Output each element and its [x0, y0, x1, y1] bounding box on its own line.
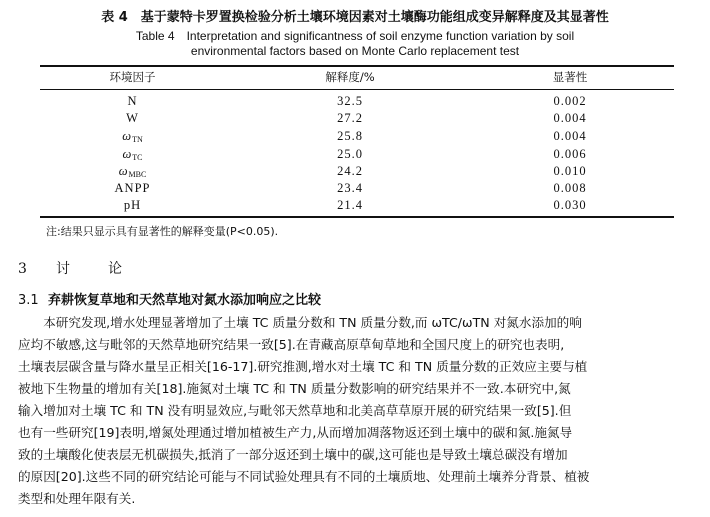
row-explained: 24.2 [337, 164, 363, 178]
table-header-rule [40, 89, 674, 90]
header-significance: 显著性 [552, 70, 588, 84]
paragraph-line: 类型和处理年限有关. [18, 491, 136, 506]
row-factor: pH [123, 198, 142, 212]
subsection-heading [18, 289, 321, 308]
section-heading [18, 258, 122, 278]
table-caption-en-line1: Table 4 Interpretation and significantness of soil enzyme function variation by soil [135, 29, 575, 43]
paragraph-line: 也有一些研究[19]表明,增氮处理通过增加植被生产力,从而增加凋落物返还到土壤中的碳和氮.施氮导 [18, 425, 573, 440]
table-top-rule [40, 65, 674, 67]
row-p-value: 0.010 [553, 164, 587, 178]
table-header-row [40, 69, 674, 85]
row-explained: 27.2 [337, 111, 363, 125]
table-row [40, 111, 674, 127]
section-number: 3 [18, 261, 27, 277]
table-caption-zh: 表 4 基于蒙特卡罗置换检验分析土壤环境因素对土壤酶功能组成变异解释度及其显著性 [101, 10, 609, 25]
paragraph-line: 本研究发现,增水处理显著增加了土壤 TC 质量分数和 TN 质量分数,而 ωTC/ωTN 对氮水添加的响 [18, 315, 582, 330]
row-explained: 21.4 [337, 198, 363, 212]
paragraph-line: 输入增加对土壤 TC 和 TN 没有明显效应,与毗邻天然草地和北美高草草原开展的研究结果一致[5].但 [18, 403, 572, 418]
row-p-value: 0.006 [553, 147, 587, 161]
table-note: 注:结果只显示具有显著性的解释变量(P<0.05). [46, 225, 279, 238]
subsection-title: 弃耕恢复草地和天然草地对氮水添加响应之比较 [48, 293, 322, 308]
row-p-value: 0.030 [553, 198, 587, 212]
row-explained: 23.4 [337, 181, 363, 195]
section-title-part-a: 讨 [56, 261, 70, 277]
row-p-value: 0.008 [553, 181, 587, 195]
table-row [40, 129, 674, 145]
row-factor: $\omega_{MBC}$ [118, 164, 147, 179]
row-explained: 32.5 [337, 94, 363, 108]
row-factor: $\omega_{TN}$ [122, 129, 143, 144]
row-factor: N [127, 94, 138, 108]
paragraph-line: 致的土壤酸化使表层无机碳损失,抵消了一部分返还到土壤中的碳,这可能也是导致土壤总碳没有增加 [18, 447, 568, 462]
row-factor: $\omega_{TC}$ [122, 147, 143, 162]
section-title-part-b: 论 [108, 261, 122, 277]
header-explained: 解释度/% [325, 70, 375, 84]
table-caption-en-line2: environmental factors based on Monte Carlo replacement test [190, 44, 520, 58]
row-factor: ANPP [114, 181, 151, 195]
paragraph-line: 被地下生物量的增加有关[18].施氮对土壤 TC 和 TN 质量分数影响的研究结果并不一致.本研究中,氮 [18, 381, 571, 396]
table-bottom-rule [40, 216, 674, 218]
row-explained: 25.8 [337, 129, 363, 143]
paragraph-line: 土壤表层碳含量与降水量呈正相关[16-17].研究推测,增水对土壤 TC 和 TN 质量分数的正效应主要与植 [18, 359, 588, 374]
row-p-value: 0.004 [553, 129, 587, 143]
row-explained: 25.0 [337, 147, 363, 161]
subsection-number: 3.1 [18, 293, 39, 308]
table-row [40, 94, 674, 110]
row-p-value: 0.002 [553, 94, 587, 108]
paragraph-line: 的原因[20].这些不同的研究结论可能与不同试验处理具有不同的土壤质地、处理前土壤养分背景、植被 [18, 469, 590, 484]
table-row [40, 164, 674, 180]
paragraph-line: 应均不敏感,这与毗邻的天然草地研究结果一致[5].在青藏高原草甸草地和全国尺度上的研究也表明, [18, 337, 565, 352]
row-factor: W [126, 111, 139, 125]
header-factor: 环境因子 [109, 70, 156, 84]
table-row [40, 198, 674, 214]
table-row [40, 147, 674, 163]
row-p-value: 0.004 [553, 111, 587, 125]
table-row [40, 181, 674, 197]
